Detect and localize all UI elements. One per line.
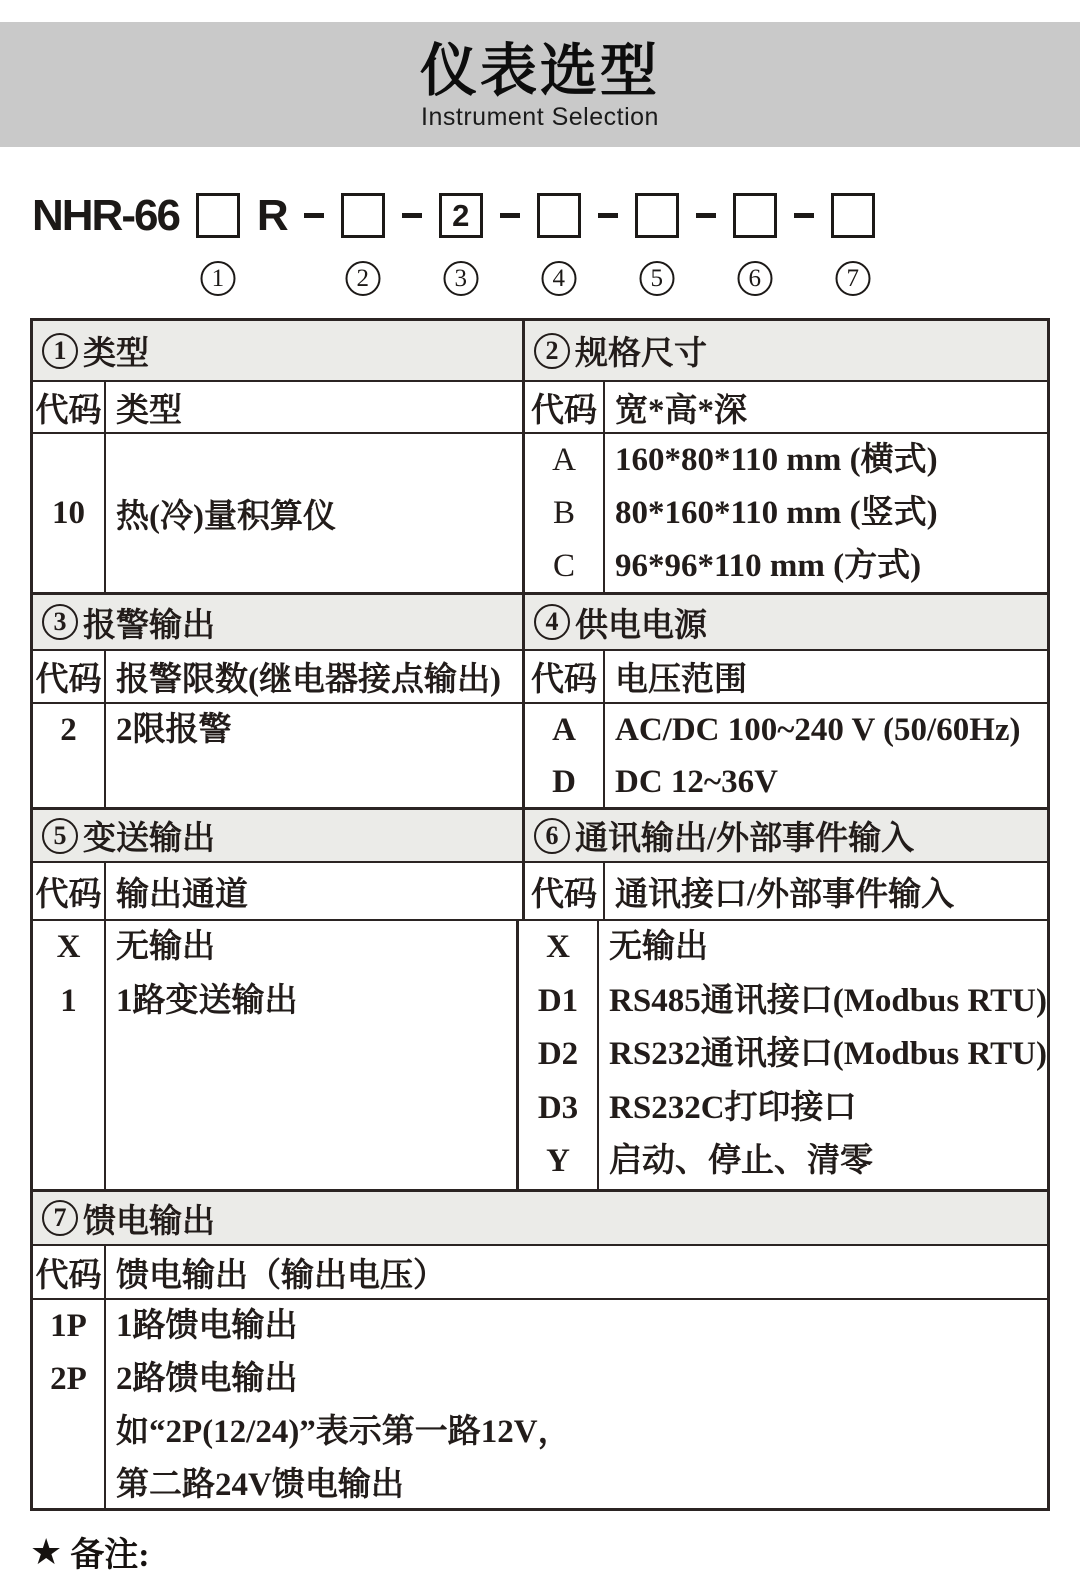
section-6-title: 通讯输出/外部事件输入: [575, 821, 915, 857]
circled-number-icon: 6: [534, 818, 570, 854]
callout-3: 3: [443, 261, 478, 296]
column-header-voltage: 电压范围: [615, 662, 747, 698]
column-header-code: 代码: [33, 1246, 106, 1298]
dash-separator: [598, 213, 618, 218]
comm-codes: X D1 D2 D3 Y: [519, 921, 599, 1189]
section-4-title: 供电电源: [575, 607, 707, 644]
star-icon: ★: [30, 1530, 63, 1572]
section-3-header: [33, 595, 525, 649]
section-5-header: [33, 810, 525, 861]
model-box-5: [635, 193, 679, 292]
circled-number-icon: 2: [534, 333, 570, 369]
dash-separator: [402, 213, 422, 218]
data-row-7: [33, 1298, 1047, 1508]
remark-label: 备注:: [70, 1537, 150, 1574]
column-header-code: 代码: [33, 382, 106, 432]
page-title: 仪表选型: [420, 39, 660, 103]
model-box-7: [831, 193, 875, 292]
alarm-code: 2: [33, 704, 106, 807]
section-header-row-5-6: [33, 807, 1047, 861]
model-suffix-r: R: [256, 191, 287, 240]
dash-separator: [696, 213, 716, 218]
dash-separator: [304, 213, 324, 218]
callout-1: 1: [200, 261, 235, 296]
subheader-row-5-6: [33, 861, 1047, 919]
section-6-header: [525, 810, 1047, 861]
alarm-desc: 2限报警: [116, 712, 232, 748]
comm-descs: 无输出 RS485通讯接口(Modbus RTU) RS232通讯接口(Modbus RTU) RS232C打印接口 启动、停止、清零: [609, 929, 1047, 1179]
section-1-title: 类型: [83, 336, 149, 372]
size-codes: A B C: [525, 434, 605, 592]
model-box-2: [341, 193, 385, 292]
transmit-descs: 无输出 1路变送输出: [116, 929, 298, 1019]
model-box-6: [733, 193, 777, 292]
callout-7: 7: [835, 261, 870, 296]
section-header-row-3-4: [33, 592, 1047, 649]
section-3-title: 报警输出: [83, 607, 215, 644]
callout-4: 4: [541, 261, 576, 296]
model-box-1: [196, 193, 240, 292]
column-header-code: 代码: [525, 651, 605, 702]
model-box-3: 2 3: [439, 193, 483, 238]
section-4-header: [525, 595, 1047, 649]
circled-number-icon: 5: [42, 818, 78, 854]
callout-5: 5: [639, 261, 674, 296]
page-subtitle: Instrument Selection: [421, 103, 659, 131]
power-codes: A D: [525, 704, 605, 807]
type-desc: 热(冷)量积算仪: [116, 498, 336, 535]
remark-note: [30, 1527, 150, 1574]
data-row-5-6: [33, 919, 1047, 1189]
section-2-header: [525, 321, 1047, 380]
column-header-feed-output: 馈电输出（输出电压）: [116, 1257, 446, 1294]
banner: [0, 22, 1080, 147]
subheader-row-7: [33, 1244, 1047, 1298]
data-row-1-2: [33, 432, 1047, 592]
section-1-header: [33, 321, 525, 380]
section-7-title: 馈电输出: [83, 1203, 215, 1240]
data-row-3-4: [33, 702, 1047, 807]
section-header-row-1-2: [33, 321, 1047, 380]
column-header-type: 类型: [116, 392, 182, 429]
circled-number-icon: 3: [42, 604, 78, 640]
column-header-code: 代码: [525, 382, 605, 432]
size-descs: 160*80*110 mm (横式) 80*160*110 mm (竖式) 96*96*110 mm (方式): [615, 442, 938, 584]
dash-separator: [500, 213, 520, 218]
column-header-code: 代码: [33, 651, 106, 702]
model-box-4: [537, 193, 581, 292]
column-header-output-channel: 输出通道: [116, 876, 248, 913]
section-5-title: 变送输出: [83, 821, 215, 857]
feed-descs: 1路馈电输出 2路馈电输出 如“2P(12/24)”表示第一路12V， 第二路24V馈电输出: [116, 1308, 571, 1503]
model-code-diagram: [32, 191, 875, 292]
circled-number-icon: 7: [42, 1200, 78, 1236]
type-code: 10: [33, 434, 106, 592]
callout-6: 6: [737, 261, 772, 296]
selection-table: [30, 318, 1050, 1511]
column-header-comm: 通讯接口/外部事件输入: [615, 876, 955, 913]
transmit-codes: X 1: [33, 921, 106, 1189]
dash-separator: [794, 213, 814, 218]
subheader-row-1-2: [33, 380, 1047, 432]
column-header-dimensions: 宽*高*深: [615, 392, 747, 429]
feed-codes: 1P 2P: [33, 1300, 106, 1508]
circled-number-icon: 1: [42, 333, 78, 369]
column-header-alarm: 报警限数(继电器接点输出): [116, 662, 501, 698]
section-7-header: [33, 1189, 1047, 1244]
subheader-row-3-4: [33, 649, 1047, 702]
power-descs: AC/DC 100~240 V (50/60Hz) DC 12~36V: [615, 712, 1021, 800]
column-header-code: 代码: [33, 863, 106, 919]
model-prefix: NHR-66: [32, 191, 179, 240]
column-header-code: 代码: [525, 863, 605, 919]
section-2-title: 规格尺寸: [575, 336, 707, 372]
callout-2: 2: [345, 261, 380, 296]
circled-number-icon: 4: [534, 604, 570, 640]
